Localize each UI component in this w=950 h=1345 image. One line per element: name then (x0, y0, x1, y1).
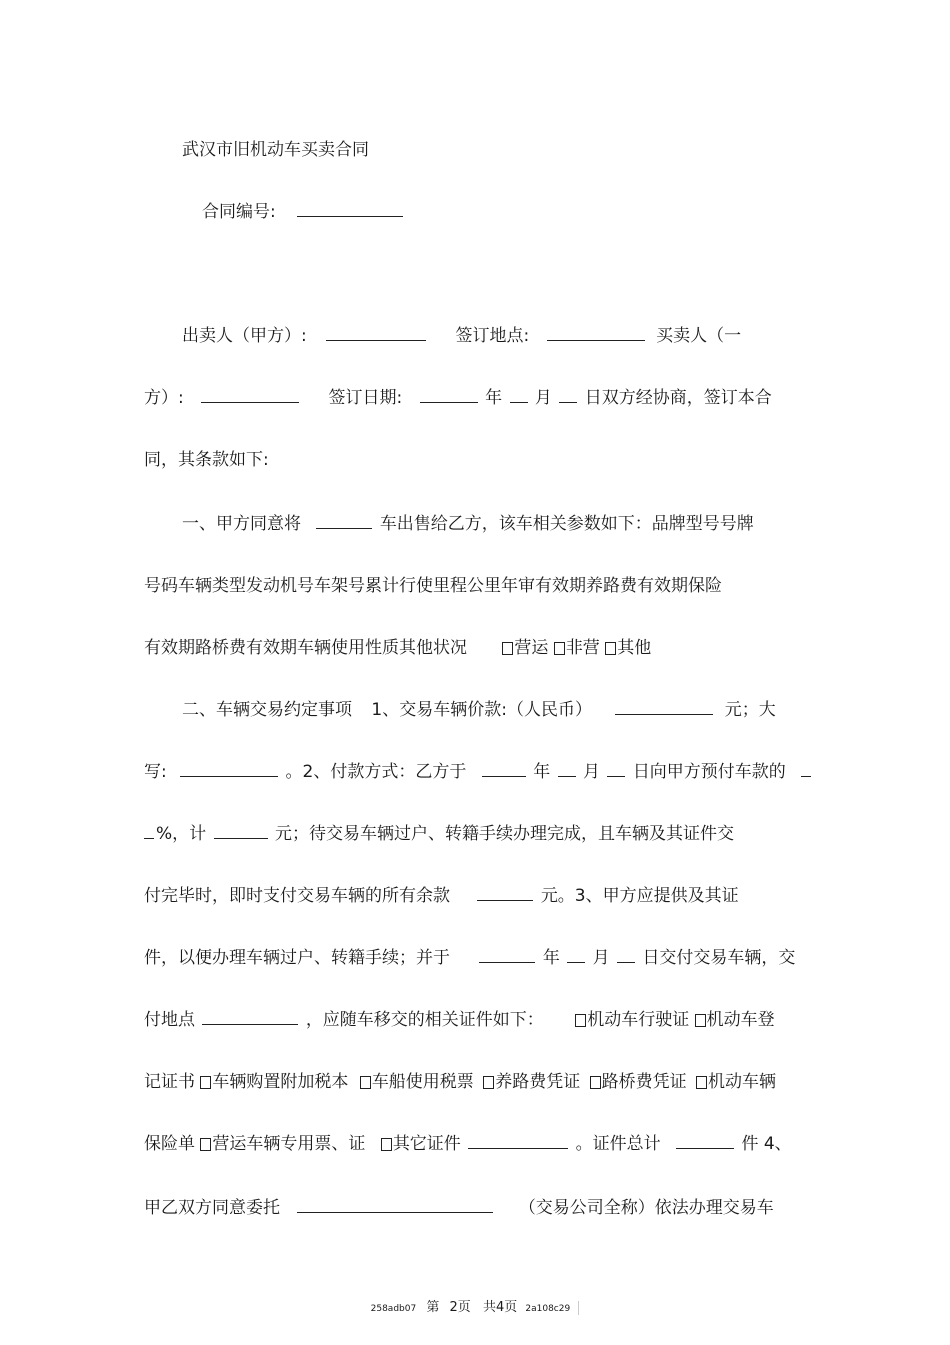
paragraph-line-4 (182, 512, 754, 536)
paragraph-line-1 (182, 324, 741, 348)
prepay-month-blank (558, 761, 576, 777)
paragraph-line-11 (144, 946, 795, 970)
checkbox-label: 养路费凭证 (495, 1072, 581, 1092)
footer-divider (578, 1301, 579, 1315)
text: 。2、付款方式：乙方于 (285, 762, 467, 782)
checkbox-label: 路桥费凭证 (601, 1072, 687, 1092)
checkbox-registration[interactable] (695, 1014, 706, 1027)
document-title: 武汉市旧机动车买卖合同 (182, 140, 369, 160)
paragraph-line-6 (144, 636, 651, 660)
checkbox-label: 其它证件 (392, 1134, 461, 1154)
checkbox-label: 非营 (565, 638, 600, 658)
buyer-blank (201, 387, 299, 403)
contract-number-label: 合同编号: (202, 202, 276, 222)
footer-code-right: 2a108c29 (525, 1304, 571, 1314)
checkbox-label: 机动车登 (706, 1010, 775, 1030)
checkbox-label: 车辆购置附加税本 (212, 1072, 349, 1092)
delivery-month-blank (567, 947, 585, 963)
paragraph-line-5: 号码车辆类型发动机号车架号累计行使里程公里年审有效期养路费有效期保险 (144, 576, 722, 596)
checkbox-other-documents[interactable] (381, 1138, 392, 1151)
checkbox-label: 营运车辆专用票、证 (212, 1134, 366, 1154)
prepay-day-blank (607, 761, 625, 777)
seller-blank (326, 325, 426, 341)
text: 月 (534, 388, 552, 408)
text: 月 (592, 948, 610, 968)
text: 签订日期: (328, 388, 403, 408)
checkbox-operating-tickets[interactable] (200, 1138, 211, 1151)
page-number: 2 (449, 1300, 458, 1315)
page-unit: 页 (457, 1300, 471, 1315)
date-year-blank (420, 387, 478, 403)
paragraph-line-3: 同，其条款如下: (144, 450, 269, 470)
checkbox-operating[interactable] (502, 642, 513, 655)
vehicle-blank (316, 513, 372, 529)
text: 签订地点: (455, 326, 530, 346)
checkbox-purchase-tax[interactable] (200, 1076, 211, 1089)
date-day-blank (559, 387, 577, 403)
total-number: 4 (495, 1300, 505, 1315)
total-label: 共 (482, 1300, 496, 1315)
text: 方）: (144, 388, 184, 408)
checkbox-label: 车船使用税票 (371, 1072, 474, 1092)
text: 甲乙双方同意委托 (144, 1198, 280, 1218)
checkbox-vessel-tax[interactable] (360, 1076, 371, 1089)
checkbox-non-operating[interactable] (554, 642, 565, 655)
text: （交易公司全称）依法办理交易车 (518, 1198, 774, 1218)
text: ，应随车移交的相关证件如下： (305, 1010, 544, 1030)
contract-number-blank (297, 201, 403, 217)
delivery-day-blank (617, 947, 635, 963)
text: 。证件总计 (575, 1134, 661, 1154)
paragraph-line-2 (144, 386, 772, 410)
checkbox-label: 营运 (514, 638, 549, 658)
paragraph-line-9 (144, 822, 734, 846)
text: 日双方经协商，签订本合 (584, 388, 772, 408)
percent-blank-start (801, 761, 811, 777)
footer-code-left: 258adb07 (370, 1304, 417, 1314)
text: 写: (144, 762, 167, 782)
page-label: 第 (426, 1300, 440, 1315)
sign-place-blank (547, 325, 645, 341)
text: %，计 (156, 824, 207, 844)
text: 有效期路桥费有效期车辆使用性质其他状况 (144, 638, 467, 658)
paragraph-line-12 (144, 1008, 775, 1032)
price-blank (615, 699, 713, 715)
text: 元；待交易车辆过户、转籍手续办理完成，且车辆及其证件交 (274, 824, 734, 844)
text: 车出售给乙方，该车相关参数如下：品牌型号号牌 (379, 514, 754, 534)
text: 出卖人（甲方）: (182, 326, 307, 346)
balance-blank (477, 885, 533, 901)
trading-company-blank (297, 1197, 493, 1213)
paragraph-line-13 (144, 1070, 776, 1094)
text: 日交付交易车辆，交 (642, 948, 796, 968)
text: 月 (583, 762, 600, 782)
text: 元；大 (724, 700, 776, 720)
text: 年 (542, 948, 560, 968)
text: 一、甲方同意将 (182, 514, 301, 534)
checkbox-label: 其他 (617, 638, 652, 658)
paragraph-line-15 (144, 1196, 774, 1220)
checkbox-label: 机动车辆 (708, 1072, 777, 1092)
text: 记证书 (144, 1072, 195, 1092)
text: 二、车辆交易约定事项 (182, 700, 352, 720)
checkbox-other[interactable] (605, 642, 616, 655)
contract-number-line (202, 200, 405, 224)
total-unit: 页 (504, 1300, 518, 1315)
amount-words-blank (180, 761, 278, 777)
text: 年 (533, 762, 551, 782)
text: 元。3、甲方应提供及其证 (540, 886, 739, 906)
text: 买卖人（一 (656, 326, 742, 346)
text: 付完毕时，即时支付交易车辆的所有余款 (144, 886, 450, 906)
text: 年 (485, 388, 503, 408)
checkbox-insurance[interactable] (696, 1076, 707, 1089)
paragraph-line-10 (144, 884, 739, 908)
percent-blank-end (144, 823, 154, 839)
paragraph-line-14 (144, 1132, 792, 1156)
checkbox-road-fee[interactable] (483, 1076, 494, 1089)
text: 保险单 (144, 1134, 195, 1154)
checkbox-bridge-fee[interactable] (590, 1076, 601, 1089)
text: 1、交易车辆价款:（人民币） (371, 700, 592, 720)
other-documents-blank (468, 1133, 568, 1149)
page-footer (0, 1296, 950, 1315)
delivery-year-blank (479, 947, 535, 963)
document-count-blank (676, 1133, 734, 1149)
prepay-year-blank (482, 761, 526, 777)
checkbox-label: 机动车行驶证 (587, 1010, 690, 1030)
text: 付地点 (144, 1010, 195, 1030)
date-month-blank (510, 387, 528, 403)
paragraph-line-7 (182, 698, 776, 722)
delivery-place-blank (202, 1009, 298, 1025)
prepay-amount-blank (214, 823, 268, 839)
text: 日向甲方预付车款的 (632, 762, 786, 782)
text: 件，以便办理车辆过户、转籍手续；并于 (144, 948, 450, 968)
paragraph-line-8 (144, 760, 813, 784)
checkbox-driving-license[interactable] (575, 1014, 586, 1027)
text: 件 4、 (741, 1134, 792, 1154)
